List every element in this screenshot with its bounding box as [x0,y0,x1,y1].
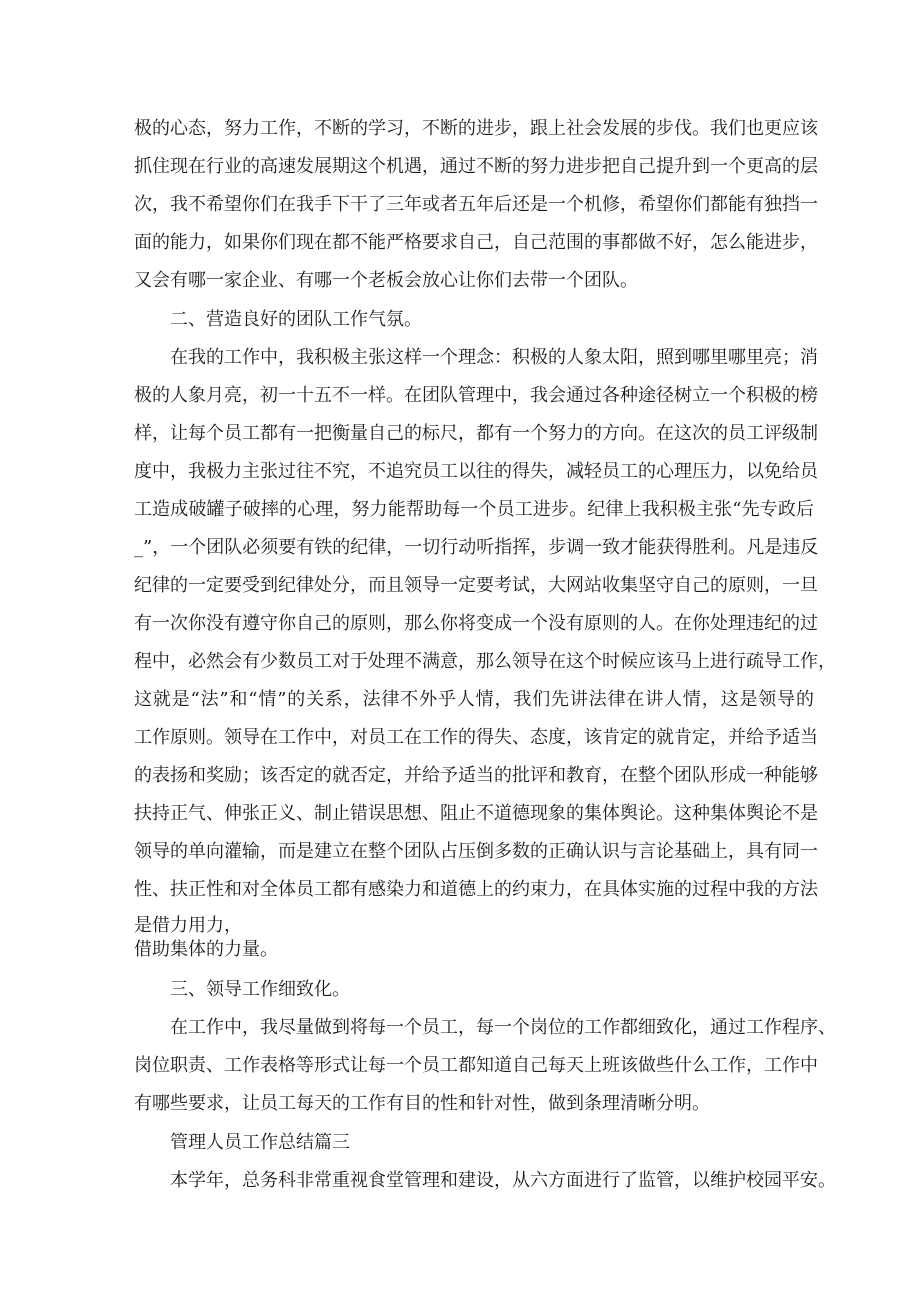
text-line: 有哪些要求，让员工每天的工作有目的性和针对性，做到条理清晰分明。 [134,1093,710,1114]
text-line: 本学年，总务科非常重视食堂管理和建设，从六方面进行了监管，以维护校园平安。 [134,1170,836,1191]
text-line: 抓住现在行业的高速发展期这个机遇，通过不断的努力进步把自己提升到一个更高的层 [134,156,818,177]
text-line: 极的人象月亮，初一十五不一样。在团队管理中，我会通过各种途径树立一个积极的榜 [134,385,818,406]
text-line: 工造成破罐子破摔的心理，努力能帮助每一个员工进步。纪律上我积极主张“先专政后 [134,499,814,520]
text-line: 扶持正气、伸张正义、制止错误思想、阻止不道德现象的集体舆论。这种集体舆论不是 [134,803,818,824]
text-line: 极的心态，努力工作，不断的学习，不断的进步，跟上社会发展的步伐。我们也更应该 [134,118,818,139]
text-line: 这就是“法”和“情”的关系，法律不外乎人情，我们先讲法律在讲人情，这是领导的 [134,689,814,710]
text-line: 又会有哪一家企业、有哪一个老板会放心让你们去带一个团队。 [134,270,638,291]
section-heading: 二、营造良好的团队工作气氛。 [134,309,422,330]
text-line: 样，让每个员工都有一把衡量自己的标尺，都有一个努力的方向。在这次的员工评级制 [134,423,818,444]
text-line: 程中，必然会有少数员工对于处理不满意，那么领导在这个时候应该马上进行疏导工作， [134,651,836,672]
text-line: 的表扬和奖励；该否定的就否定，并给予适当的批评和教育，在整个团队形成一种能够 [134,765,818,786]
article-title: 管理人员工作总结篇三 [134,1132,350,1153]
text-line: _”，一个团队必须要有铁的纪律，一切行动听指挥，步调一致才能获得胜利。凡是违反 [134,537,819,558]
text-line: 工作原则。领导在工作中，对员工在工作的得失、态度，该肯定的就肯定，并给予适当 [134,727,818,748]
text-line: 次，我不希望你们在我手下干了三年或者五年后还是一个机修，希望你们都能有独挡一 [134,194,818,215]
text-line: 度中，我极力主张过往不究，不追究员工以往的得失，减轻员工的心理压力，以免给员 [134,461,818,482]
text-line: 是借力用力， [134,915,242,936]
section-heading: 三、领导工作细致化。 [134,979,350,1000]
text-line: 在我的工作中，我积极主张这样一个理念：积极的人象太阳，照到哪里哪里亮；消 [134,347,818,368]
text-line: 岗位职责、工作表格等形式让每一个员工都知道自己每天上班该做些什么工作，工作中 [134,1055,818,1076]
text-line: 有一次你没有遵守你自己的原则，那么你将变成一个没有原则的人。在你处理违纪的过 [134,613,818,634]
text-line: 纪律的一定要受到纪律处分，而且领导一定要考试，大网站收集坚守自己的原则，一旦 [134,575,818,596]
text-line: 性、扶正性和对全体员工都有感染力和道德上的约束力，在具体实施的过程中我的方法 [134,879,818,900]
text-line: 面的能力，如果你们现在都不能严格要求自己，自己范围的事都做不好，怎么能进步， [134,232,818,253]
text-line: 领导的单向灌输，而是建立在整个团队占压倒多数的正确认识与言论基础上，具有同一 [134,841,818,862]
text-line: 在工作中，我尽量做到将每一个员工，每一个岗位的工作都细致化，通过工作程序、 [134,1017,836,1038]
text-line: 借助集体的力量。 [134,939,278,960]
